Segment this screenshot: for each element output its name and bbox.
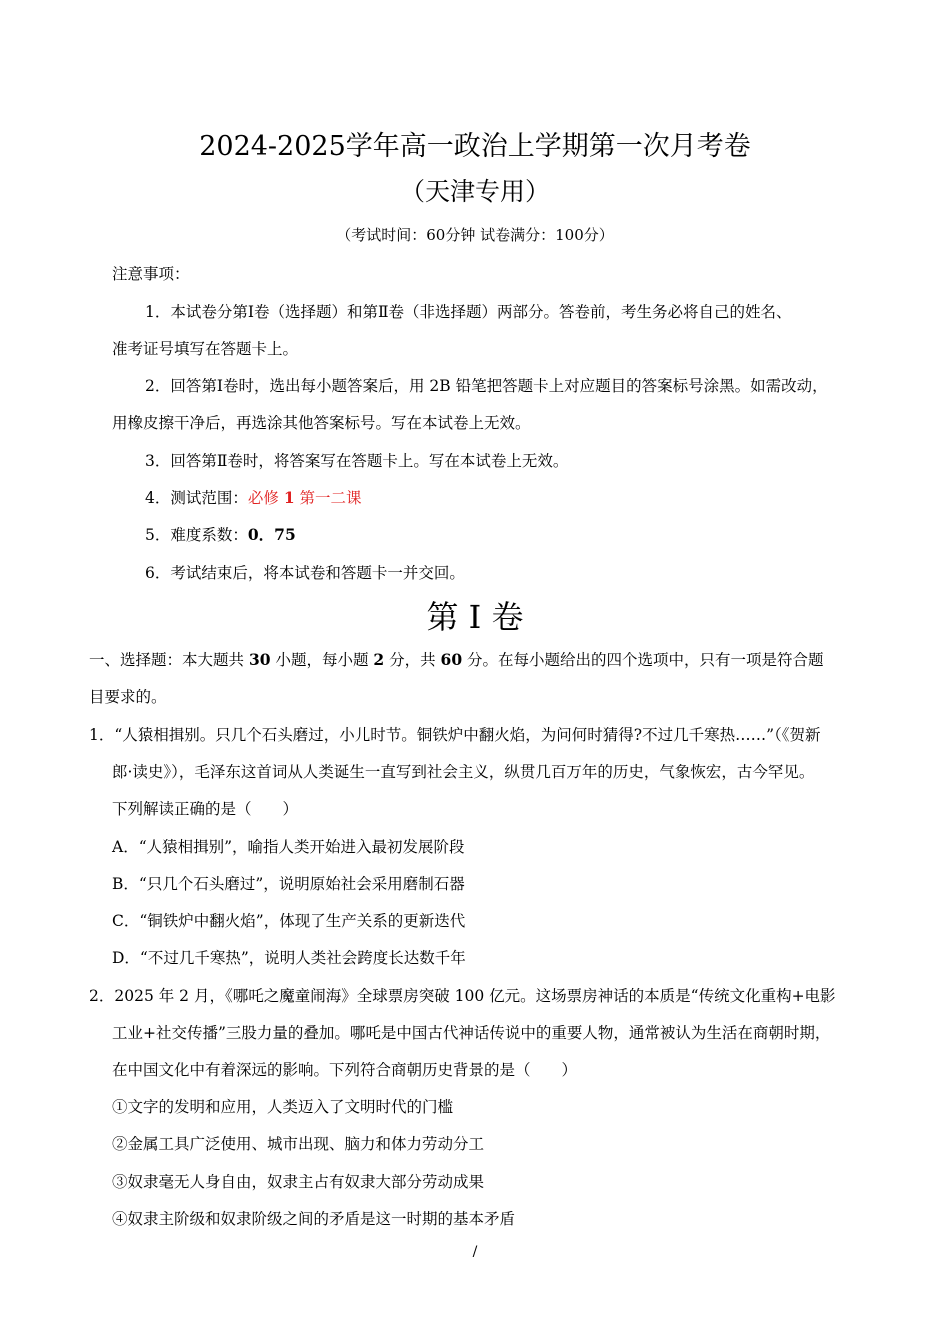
question-2-line-2: 工业+社交传播”三股力量的叠加。哪吒是中国古代神话传说中的重要人物，通常被认为生活在商朝时期，: [112, 1024, 831, 1042]
question-1-option-b: B．“只几个石头磨过”，说明原始社会采用磨制石器: [112, 875, 465, 893]
note-item-1-line-2: 准考证号填写在答题卡上。: [112, 340, 299, 358]
question-1-option-c: C．“铜铁炉中翻火焰”，体现了生产关系的更新迭代: [112, 912, 466, 930]
note-item-5: [145, 523, 296, 545]
question-1-option-d: D．“不过几千寒热”，说明人类社会跨度长达数千年: [112, 949, 466, 967]
exam-title: 2024-2025学年高一政治上学期第一次月考卷: [199, 131, 751, 162]
difficulty-value: 0．75: [247, 525, 296, 544]
question-1-line-3: 下列解读正确的是（ ）: [112, 800, 299, 818]
page-footer-mark: /: [472, 1244, 478, 1260]
question-2-statement-2: ②金属工具广泛使用、城市出现、脑力和体力劳动分工: [112, 1135, 485, 1153]
question-2-statement-4: ④奴隶主阶级和奴隶阶级之间的矛盾是这一时期的基本矛盾: [112, 1210, 516, 1228]
note-item-4: [145, 486, 362, 508]
note-item-2-line-1: 2．回答第Ⅰ卷时，选出每小题答案后，用 2B 铅笔把答题卡上对应题目的答案标号涂黑。如需改动，: [145, 377, 828, 395]
note-item-1-line-1: 1．本试卷分第Ⅰ卷（选择题）和第Ⅱ卷（非选择题）两部分。答卷前，考生务必将自己的姓名、: [145, 303, 792, 321]
section-title: 第 I 卷: [426, 598, 524, 636]
test-scope: 必修 1 第一二课: [247, 488, 362, 507]
question-2-line-1: 2．2025 年 2 月，《哪吒之魔童闹海》全球票房突破 100 亿元。这场票房神话的本质是“传统文化重构+电影: [89, 987, 836, 1005]
section-instructions-line-1: 一、选择题：本大题共 30 小题，每小题 2 分，共 60 分。在每小题给出的四个选项中，只有一项是符合题: [89, 650, 824, 669]
note-item-4-prefix: 4．测试范围：: [145, 489, 248, 507]
note-item-3: 3．回答第Ⅱ卷时，将答案写在答题卡上。写在本试卷上无效。: [145, 452, 569, 470]
question-2-line-3: 在中国文化中有着深远的影响。下列符合商朝历史背景的是（ ）: [112, 1061, 578, 1079]
note-item-6: 6．考试结束后，将本试卷和答题卡一并交回。: [145, 564, 465, 582]
note-item-2-line-2: 用橡皮擦干净后，再选涂其他答案标号。写在本试卷上无效。: [112, 414, 531, 432]
exam-subtitle: （天津专用）: [399, 177, 550, 206]
question-1-line-2: 郎·读史》），毛泽东这首词从人类诞生一直写到社会主义，纵贯几百万年的历史，气象恢宏，古今罕见。: [112, 763, 815, 781]
question-2-statement-3: ③奴隶毫无人身自由，奴隶主占有奴隶大部分劳动成果: [112, 1173, 485, 1191]
note-item-5-prefix: 5．难度系数：: [145, 526, 248, 544]
question-1-line-1: 1．“人猿相揖别。只几个石头磨过，小儿时节。铜铁炉中翻火焰，为问何时猜得?不过几千寒热……”（《贺新: [89, 726, 821, 744]
question-1-option-a: A．“人猿相揖别”，喻指人类开始进入最初发展阶段: [112, 838, 465, 856]
exam-info: （考试时间：60分钟 试卷满分：100分）: [336, 226, 614, 244]
section-instructions-line-2: 目要求的。: [89, 688, 167, 706]
question-2-statement-1: ①文字的发明和应用，人类迈入了文明时代的门槛: [112, 1098, 454, 1116]
notes-heading: 注意事项：: [112, 265, 190, 283]
